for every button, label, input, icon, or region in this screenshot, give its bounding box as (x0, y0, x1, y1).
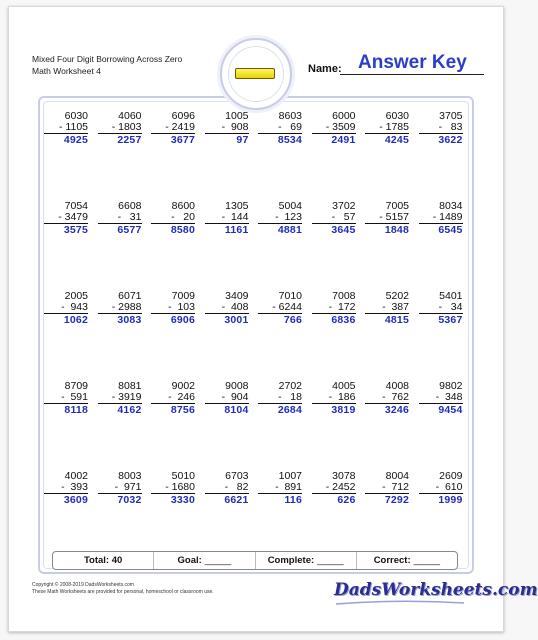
total-label: Total: 40 (83, 555, 123, 566)
name-field (308, 52, 488, 76)
subtraction-problem (365, 291, 409, 331)
eraser-logo-badge (220, 38, 292, 110)
subtrahend: - 408 (205, 302, 249, 314)
goal-cell (154, 552, 255, 569)
answer: 7032 (117, 494, 142, 506)
minuend: 5004 (278, 200, 302, 212)
answer: 3609 (63, 494, 88, 506)
subtrahend: - 943 (44, 302, 88, 314)
subtraction-problem (205, 291, 249, 331)
subtrahend: - 144 (205, 212, 249, 224)
answer: 8104 (224, 404, 249, 416)
minuend: 5010 (171, 470, 195, 482)
answer: 3645 (331, 224, 356, 236)
subtrahend: - 172 (312, 302, 356, 314)
subtrahend: - 83 (419, 122, 463, 134)
subtraction-problem (419, 201, 463, 241)
subtraction-problem (312, 471, 356, 511)
subtraction-problem (98, 381, 142, 421)
answer: 6906 (170, 314, 195, 326)
answer: 6836 (331, 314, 356, 326)
goal-label: Goal: (177, 555, 202, 566)
subtraction-problem (205, 111, 249, 151)
eraser-icon (235, 68, 275, 79)
minuend: 2005 (64, 290, 88, 302)
subtraction-problem (151, 381, 195, 421)
minuend: 8709 (64, 380, 88, 392)
subtrahend: - 246 (151, 392, 195, 404)
subtrahend: - 908 (205, 122, 249, 134)
subtrahend: - 34 (419, 302, 463, 314)
minuend: 2702 (278, 380, 302, 392)
minuend: 3078 (332, 470, 356, 482)
title-line-2: Math Worksheet 4 (32, 66, 101, 76)
subtrahend: - 69 (258, 122, 302, 134)
answer: 5367 (438, 314, 463, 326)
subtrahend: - 5157 (365, 212, 409, 224)
subtrahend: - 2988 (98, 302, 142, 314)
subtrahend: - 712 (365, 482, 409, 494)
subtrahend: - 387 (365, 302, 409, 314)
subtrahend: - 6244 (258, 302, 302, 314)
subtraction-problem (258, 201, 302, 241)
minuend: 9802 (439, 380, 463, 392)
subtraction-problem (44, 471, 88, 511)
answer: 4162 (117, 404, 142, 416)
answer: 1161 (224, 224, 249, 236)
subtraction-problem (151, 471, 195, 511)
answer: 626 (337, 494, 356, 506)
minuend: 3702 (332, 200, 356, 212)
subtraction-problem (365, 111, 409, 151)
goal-blank: _____ (204, 555, 232, 566)
subtraction-problem (419, 471, 463, 511)
answer: 4245 (384, 134, 409, 146)
answer: 3819 (331, 404, 356, 416)
minuend: 8003 (118, 470, 142, 482)
subtrahend: - 891 (258, 482, 302, 494)
correct-cell (357, 552, 457, 569)
answer: 766 (283, 314, 302, 326)
answer: 3246 (384, 404, 409, 416)
subtraction-problem (258, 111, 302, 151)
answer: 8534 (277, 134, 302, 146)
subtrahend: - 1105 (44, 122, 88, 134)
correct-blank: _____ (413, 555, 441, 566)
subtrahend: - 971 (98, 482, 142, 494)
subtraction-problem (419, 381, 463, 421)
minuend: 6000 (332, 110, 356, 122)
answer: 1999 (438, 494, 463, 506)
answer: 4815 (384, 314, 409, 326)
answer: 6545 (438, 224, 463, 236)
complete-cell (256, 552, 357, 569)
minuend: 6071 (118, 290, 142, 302)
subtraction-problem (205, 381, 249, 421)
minuend: 8034 (439, 200, 463, 212)
name-label: Name: (308, 63, 342, 75)
answer: 4925 (63, 134, 88, 146)
answer: 8756 (170, 404, 195, 416)
subtrahend: - 31 (98, 212, 142, 224)
minuend: 4002 (64, 470, 88, 482)
problem-row (42, 111, 474, 151)
answer: 8580 (170, 224, 195, 236)
minuend: 8603 (278, 110, 302, 122)
subtraction-problem (205, 471, 249, 511)
subtraction-problem (98, 291, 142, 331)
minuend: 6703 (225, 470, 249, 482)
subtrahend: - 186 (312, 392, 356, 404)
subtraction-problem (151, 291, 195, 331)
subtrahend: - 2452 (312, 482, 356, 494)
minuend: 5401 (439, 290, 463, 302)
brand-logo[interactable]: DadsWorksheets.com (334, 580, 538, 600)
subtraction-problem (98, 111, 142, 151)
brand-swoosh-icon (334, 600, 466, 605)
answer: 8118 (64, 404, 88, 416)
subtraction-problem (151, 111, 195, 151)
copyright-line-2: These Math Worksheets are provided for personal, homeschool or classroom use. (32, 589, 214, 595)
problem-row (42, 201, 474, 241)
minuend: 7008 (332, 290, 356, 302)
answer: 97 (236, 134, 249, 146)
minuend: 2609 (439, 470, 463, 482)
answer: 4881 (277, 224, 302, 236)
answer: 6577 (117, 224, 142, 236)
minuend: 7010 (278, 290, 302, 302)
subtraction-problem (98, 471, 142, 511)
subtrahend: - 82 (205, 482, 249, 494)
subtrahend: - 3919 (98, 392, 142, 404)
subtraction-problem (44, 111, 88, 151)
minuend: 4008 (385, 380, 409, 392)
minuend: 3409 (225, 290, 249, 302)
subtrahend: - 123 (258, 212, 302, 224)
title-line-1: Mixed Four Digit Borrowing Across Zero (32, 54, 183, 64)
problem-row (42, 381, 474, 421)
answer: 2684 (277, 404, 302, 416)
minuend: 3705 (439, 110, 463, 122)
subtraction-problem (258, 471, 302, 511)
subtraction-problem (365, 201, 409, 241)
subtraction-problem (312, 201, 356, 241)
subtraction-problem (419, 291, 463, 331)
answer: 1062 (63, 314, 88, 326)
subtraction-problem (258, 381, 302, 421)
subtrahend: - 1785 (365, 122, 409, 134)
subtrahend: - 3479 (44, 212, 88, 224)
score-bar (52, 551, 458, 570)
answer: 3622 (438, 134, 463, 146)
minuend: 7054 (64, 200, 88, 212)
subtraction-problem (205, 201, 249, 241)
complete-blank: _____ (317, 555, 344, 566)
subtraction-problem (312, 291, 356, 331)
minuend: 8600 (171, 200, 195, 212)
minuend: 6030 (385, 110, 409, 122)
subtraction-problem (365, 381, 409, 421)
answer: 7292 (384, 494, 409, 506)
subtraction-problem (365, 471, 409, 511)
name-line (340, 74, 484, 75)
total-cell (53, 552, 154, 569)
answer: 2257 (117, 134, 142, 146)
subtrahend: - 20 (151, 212, 195, 224)
subtrahend: - 57 (312, 212, 356, 224)
minuend: 5202 (385, 290, 409, 302)
answer: 2491 (331, 134, 356, 146)
answer-key-label: Answer Key (358, 52, 467, 73)
subtraction-problem (312, 381, 356, 421)
subtrahend: - 1803 (98, 122, 142, 134)
minuend: 9002 (171, 380, 195, 392)
subtrahend: - 1489 (419, 212, 463, 224)
answer: 116 (284, 494, 302, 506)
subtraction-problem (419, 111, 463, 151)
copyright-line-1: Copyright © 2008-2019 DadsWorksheets.com (32, 582, 134, 588)
minuend: 1005 (225, 110, 249, 122)
subtrahend: - 904 (205, 392, 249, 404)
subtrahend: - 610 (419, 482, 463, 494)
subtraction-problem (44, 201, 88, 241)
minuend: 7005 (385, 200, 409, 212)
complete-label: Complete: (267, 555, 315, 566)
answer: 3330 (170, 494, 195, 506)
subtraction-problem (44, 291, 88, 331)
subtrahend: - 1680 (151, 482, 195, 494)
subtraction-problem (151, 201, 195, 241)
minuend: 4060 (118, 110, 142, 122)
minuend: 6030 (64, 110, 88, 122)
problem-row (42, 471, 474, 511)
problem-row (42, 291, 474, 331)
minuend: 7009 (171, 290, 195, 302)
subtraction-problem (44, 381, 88, 421)
subtrahend: - 103 (151, 302, 195, 314)
answer: 3083 (117, 314, 142, 326)
minuend: 6608 (118, 200, 142, 212)
minuend: 8081 (118, 380, 142, 392)
correct-label: Correct: (373, 555, 411, 566)
subtraction-problem (98, 201, 142, 241)
minuend: 8004 (385, 470, 409, 482)
worksheet-title (32, 53, 232, 77)
minuend: 4005 (332, 380, 356, 392)
answer: 3575 (63, 224, 88, 236)
subtrahend: - 393 (44, 482, 88, 494)
answer: 1848 (384, 224, 409, 236)
subtrahend: - 2419 (151, 122, 195, 134)
minuend: 6096 (171, 110, 195, 122)
answer: 9454 (438, 404, 463, 416)
copyright-notice (32, 582, 214, 596)
answer: 3677 (170, 134, 195, 146)
minuend: 9008 (225, 380, 249, 392)
subtraction-problem (312, 111, 356, 151)
subtrahend: - 3509 (312, 122, 356, 134)
subtrahend: - 591 (44, 392, 88, 404)
minuend: 1007 (278, 470, 302, 482)
subtraction-problem (258, 291, 302, 331)
answer: 3001 (224, 314, 249, 326)
subtrahend: - 18 (258, 392, 302, 404)
answer: 6621 (224, 494, 249, 506)
minuend: 1305 (225, 200, 249, 212)
subtrahend: - 348 (419, 392, 463, 404)
subtrahend: - 762 (365, 392, 409, 404)
